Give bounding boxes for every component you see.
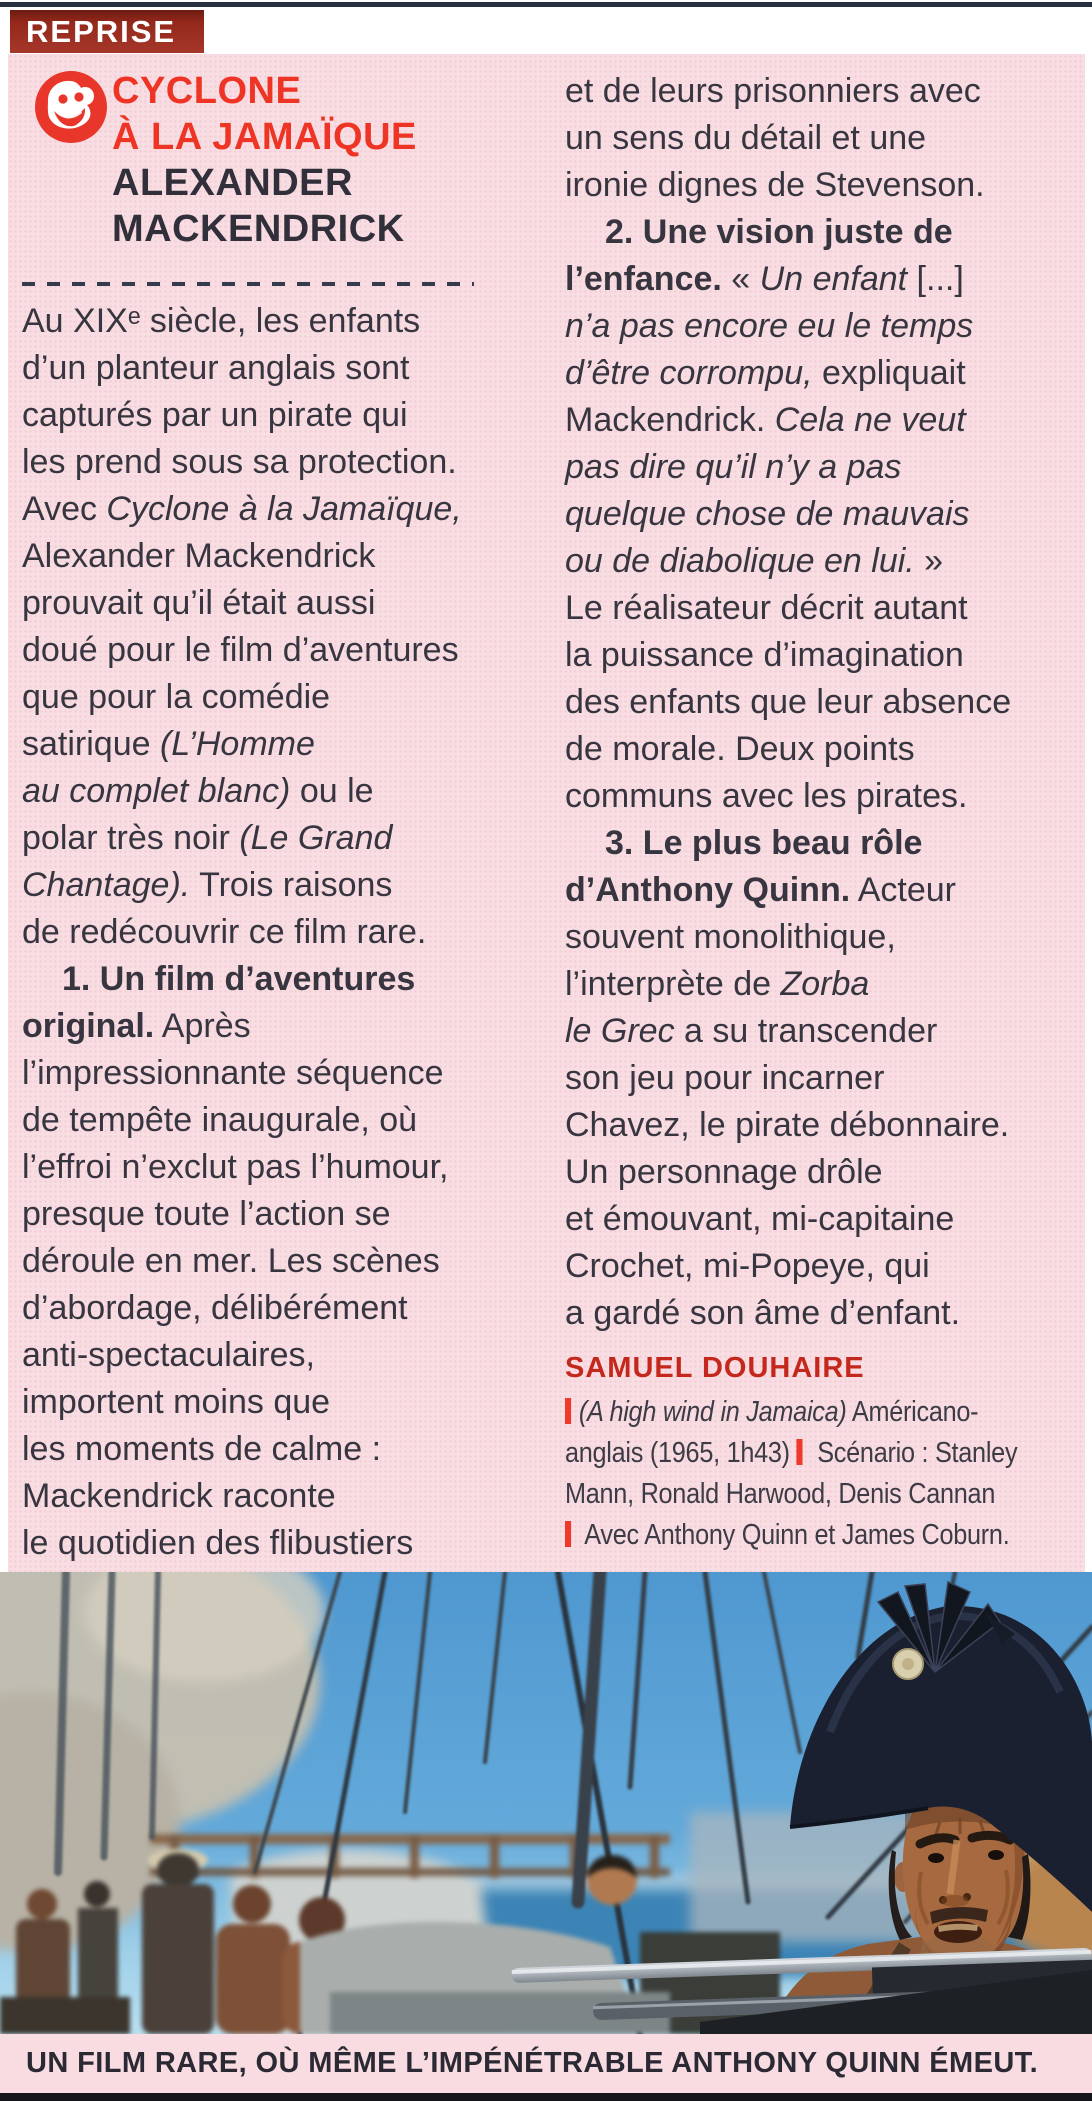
text-line: [565, 1055, 1079, 1102]
text-segment: 3. Le plus beau rôle: [605, 824, 923, 862]
text-line: [565, 1392, 1087, 1433]
text-segment: de redécouvrir ce film rare.: [22, 913, 427, 951]
text-line: [22, 627, 500, 674]
text-line: [22, 486, 500, 533]
text-line: [565, 961, 1079, 1008]
text-line: [22, 580, 500, 627]
text-segment: et de leurs prisonniers avec: [565, 72, 981, 110]
text-segment: «: [721, 260, 760, 298]
text-segment: ou le: [290, 772, 374, 810]
text-segment: a su transcender: [674, 1012, 938, 1050]
text-line: [22, 345, 500, 392]
text-line: [565, 867, 1079, 914]
text-segment: (Le Grand: [239, 819, 393, 857]
text-segment: communs avec les pirates.: [565, 777, 968, 815]
text-segment: au complet blanc): [22, 772, 291, 810]
film-credits-block: [565, 1392, 1087, 1556]
text-line: [565, 350, 1079, 397]
text-segment: Mann, Ronald Harwood, Denis Cannan: [565, 1478, 996, 1510]
text-segment: la puissance d’imagination: [565, 636, 964, 674]
text-line: [22, 721, 500, 768]
text-segment: presque toute l’action se: [22, 1195, 391, 1233]
text-segment: prouvait qu’il était aussi: [22, 584, 376, 622]
text-segment: [...]: [907, 260, 964, 298]
text-line: [565, 679, 1079, 726]
text-segment: Mackendrick.: [565, 401, 775, 439]
text-segment: anti-spectaculaires,: [22, 1336, 315, 1374]
text-line: [22, 1050, 500, 1097]
text-segment: Scénario : Stanley: [810, 1437, 1018, 1469]
text-line: [565, 726, 1079, 773]
text-segment: Mackendrick raconte: [22, 1477, 336, 1515]
text-line: [22, 1238, 500, 1285]
text-segment: l’impressionnante séquence: [22, 1054, 444, 1092]
text-segment: Un enfant: [759, 260, 908, 298]
text-segment: Chantage).: [22, 866, 191, 904]
telerama-smiley-icon: [34, 70, 108, 144]
text-line: [22, 909, 500, 956]
film-title-line2: À LA JAMAÏQUE: [112, 116, 417, 158]
text-line: [565, 914, 1079, 961]
text-line: [22, 1332, 500, 1379]
text-segment: Un personnage drôle: [565, 1153, 883, 1191]
director-name-line1: ALEXANDER: [112, 162, 353, 204]
text-segment: ou de diabolique en lui.: [565, 542, 915, 580]
film-title-line1: CYCLONE: [112, 70, 302, 112]
text-line: [565, 256, 1079, 303]
text-line: [22, 439, 500, 486]
text-segment: n’a pas encore eu le temps: [565, 307, 974, 345]
text-line: [565, 444, 1079, 491]
text-line: [22, 1473, 500, 1520]
text-segment: son jeu pour incarner: [565, 1059, 885, 1097]
text-line: [565, 209, 1079, 256]
text-segment: Avec Anthony Quinn et James Coburn.: [578, 1519, 1010, 1551]
text-segment: l’enfance.: [565, 260, 722, 298]
text-segment: importent moins que: [22, 1383, 331, 1421]
author-byline: SAMUEL DOUHAIRE: [565, 1352, 865, 1384]
text-line: [565, 303, 1079, 350]
text-line: [22, 1520, 500, 1567]
text-line: [22, 1191, 500, 1238]
text-line: [565, 585, 1079, 632]
text-line: [565, 1008, 1079, 1055]
credit-separator-bar: [565, 1521, 571, 1547]
text-line: [22, 674, 500, 721]
text-line: [565, 538, 1079, 585]
text-segment: de tempête inaugurale, où: [22, 1101, 418, 1139]
text-line: [22, 1285, 500, 1332]
text-line: [565, 1290, 1079, 1337]
text-segment: Acteur: [850, 871, 957, 909]
text-line: [565, 1149, 1079, 1196]
text-line: [565, 1243, 1079, 1290]
dashed-separator: [22, 282, 474, 286]
text-line: [22, 862, 500, 909]
text-segment: expliquait: [812, 354, 966, 392]
text-line: [22, 1097, 500, 1144]
text-segment: et émouvant, mi-capitaine: [565, 1200, 955, 1238]
text-line: [22, 298, 500, 345]
section-badge: [10, 10, 204, 53]
text-line: [22, 956, 500, 1003]
article-title-block: [112, 68, 417, 252]
text-segment: satirique: [22, 725, 160, 763]
text-segment: Zorba: [780, 965, 870, 1003]
text-segment: que pour la comédie: [22, 678, 331, 716]
text-line: [22, 533, 500, 580]
text-line: [565, 491, 1079, 538]
text-line: [22, 392, 500, 439]
text-line: [22, 768, 500, 815]
text-segment: 2. Une vision juste de: [605, 213, 953, 251]
text-line: [22, 1003, 500, 1050]
photo-caption: UN FILM RARE, OÙ MÊME L’IMPÉNÉTRABLE ANTHONY QUINN ÉMEUT.: [26, 2047, 1039, 2079]
film-still-art: [0, 1572, 1092, 2034]
text-segment: d’être corrompu,: [565, 354, 813, 392]
text-line: [22, 1379, 500, 1426]
text-line: [22, 1426, 500, 1473]
text-segment: »: [914, 542, 944, 580]
text-segment: des enfants que leur absence: [565, 683, 1012, 721]
text-segment: Américano-: [846, 1396, 979, 1428]
text-segment: le quotidien des flibustiers: [22, 1524, 414, 1562]
text-segment: d’abordage, délibérément: [22, 1289, 408, 1327]
article-panel: [8, 54, 1085, 1572]
text-segment: 1. Un film d’aventures: [62, 960, 416, 998]
film-still-photo: [0, 1572, 1092, 2034]
text-line: [565, 115, 1079, 162]
text-segment: l’interprète de: [565, 965, 781, 1003]
text-segment: Cela ne veut: [774, 401, 966, 439]
credit-separator-bar: [565, 1398, 571, 1424]
text-segment: capturés par un pirate qui: [22, 396, 408, 434]
text-segment: Alexander Mackendrick: [22, 537, 376, 575]
text-segment: (A high wind in Jamaica): [578, 1396, 847, 1428]
text-line: [565, 1474, 1087, 1515]
text-line: [22, 815, 500, 862]
text-segment: les moments de calme :: [22, 1430, 382, 1468]
text-segment: Au XIXᵉ siècle, les enfants: [22, 302, 421, 340]
text-segment: déroule en mer. Les scènes: [22, 1242, 440, 1280]
text-segment: le Grec: [565, 1012, 675, 1050]
text-segment: d’Anthony Quinn.: [565, 871, 851, 909]
text-segment: ironie dignes de Stevenson.: [565, 166, 985, 204]
text-segment: doué pour le film d’aventures: [22, 631, 459, 669]
text-segment: Chavez, le pirate débonnaire.: [565, 1106, 1010, 1144]
section-badge-label: REPRISE: [26, 13, 177, 49]
text-segment: a gardé son âme d’enfant.: [565, 1294, 961, 1332]
text-segment: polar très noir: [22, 819, 240, 857]
text-line: [22, 1144, 500, 1191]
text-line: [565, 397, 1079, 444]
text-segment: quelque chose de mauvais: [565, 495, 970, 533]
text-segment: de morale. Deux points: [565, 730, 915, 768]
text-segment: anglais (1965, 1h43): [565, 1437, 797, 1469]
text-segment: Crochet, mi-Popeye, qui: [565, 1247, 930, 1285]
text-segment: d’un planteur anglais sont: [22, 349, 410, 387]
photo-caption-bar: [0, 2034, 1092, 2093]
text-segment: Le réalisateur décrit autant: [565, 589, 968, 627]
text-segment: un sens du détail et une: [565, 119, 927, 157]
text-segment: pas dire qu’il n’y a pas: [565, 448, 902, 486]
text-line: [565, 1102, 1079, 1149]
right-column: [565, 68, 1079, 1337]
text-line: [565, 1196, 1079, 1243]
credit-separator-bar: [797, 1439, 803, 1465]
text-line: [565, 162, 1079, 209]
text-segment: les prend sous sa protection.: [22, 443, 457, 481]
text-segment: Trois raisons: [190, 866, 393, 904]
text-line: [565, 820, 1079, 867]
page-top-edge: [0, 2, 1092, 7]
text-line: [565, 1515, 1087, 1556]
text-segment: souvent monolithique,: [565, 918, 896, 956]
left-column: [22, 298, 500, 1567]
text-segment: Après: [154, 1007, 251, 1045]
text-line: [565, 1433, 1087, 1474]
text-line: [565, 632, 1079, 679]
text-segment: (L’Homme: [159, 725, 315, 763]
text-line: [565, 68, 1079, 115]
text-segment: Cyclone à la Jamaïque,: [106, 490, 462, 528]
page-bottom-edge: [0, 2093, 1092, 2101]
director-name-line2: MACKENDRICK: [112, 208, 405, 250]
text-segment: l’effroi n’exclut pas l’humour,: [22, 1148, 449, 1186]
text-line: [565, 773, 1079, 820]
text-segment: Avec: [22, 490, 107, 528]
text-segment: original.: [22, 1007, 155, 1045]
